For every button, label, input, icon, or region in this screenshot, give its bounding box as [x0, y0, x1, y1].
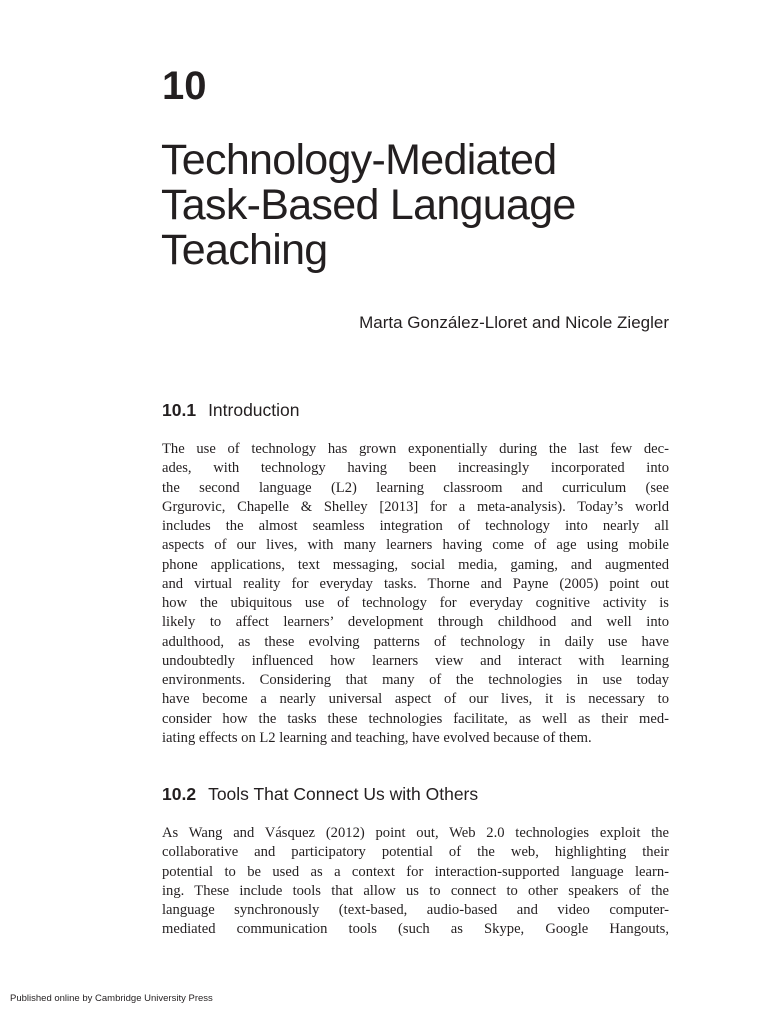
chapter-number: 10	[162, 64, 207, 108]
paragraph-line: mediated communication tools (such as Skype, Google Hangouts,	[162, 921, 669, 938]
paragraph-line: consider how the tasks these technologies facilitate, as well as their med-	[162, 710, 669, 727]
section-heading-introduction	[162, 398, 300, 422]
section-title: Introduction	[208, 400, 300, 420]
footer-publisher-note: Published online by Cambridge University Press	[10, 993, 213, 1004]
paragraph-line: likely to affect learners’ development through childhood and well into	[162, 614, 669, 631]
chapter-title-line: Technology-Mediated	[161, 136, 557, 184]
paragraph-line: undoubtedly influenced how learners view and interact with learning	[162, 652, 669, 669]
paragraph-line: and virtual reality for everyday tasks. Thorne and Payne (2005) point out	[162, 575, 669, 592]
tools-paragraph	[162, 824, 669, 940]
paragraph-line: language synchronously (text-based, audio-based and video computer-	[162, 902, 669, 918]
paragraph-line: The use of technology has grown exponentially during the last few dec-	[162, 441, 669, 457]
paragraph-line: Grgurovic, Chapelle & Shelley [2013] for a meta-analysis). Today’s world	[162, 498, 669, 515]
section-number: 10.2	[162, 784, 197, 804]
paragraph-line: iating effects on L2 learning and teaching, have evolved because of them.	[162, 729, 592, 746]
section-title: Tools That Connect Us with Others	[208, 784, 479, 804]
paragraph-line: environments. Considering that many of the technologies in use today	[162, 672, 669, 688]
paragraph-line: collaborative and participatory potential of the web, highlighting their	[162, 844, 669, 861]
section-heading-tools	[162, 782, 478, 806]
paragraph-line: As Wang and Vásquez (2012) point out, Web 2.0 technologies exploit the	[162, 825, 669, 841]
paragraph-line: ing. These include tools that allow us to connect to other speakers of the	[162, 882, 669, 899]
paragraph-line: how the ubiquitous use of technology for everyday cognitive activity is	[162, 595, 669, 611]
paragraph-line: adulthood, as these evolving patterns of technology in daily use have	[162, 633, 669, 650]
paragraph-line: potential to be used as a context for interaction-supported language learn-	[162, 863, 669, 880]
chapter-title-line: Task-Based Language	[161, 181, 576, 229]
paragraph-line: includes the almost seamless integration of technology into nearly all	[162, 518, 669, 534]
paragraph-line: phone applications, text messaging, social media, gaming, and augmented	[162, 556, 669, 573]
introduction-paragraph	[162, 440, 669, 748]
chapter-authors: Marta González-Lloret and Nicole Ziegler	[359, 313, 669, 332]
paragraph-line: ades, with technology having been increasingly incorporated into	[162, 460, 669, 477]
paragraph-line: have become a nearly universal aspect of our lives, it is necessary to	[162, 691, 669, 708]
chapter-title-line: Teaching	[161, 226, 328, 274]
section-number: 10.1	[162, 400, 197, 420]
paragraph-line: the second language (L2) learning classroom and curriculum (see	[162, 479, 669, 496]
chapter-title	[161, 138, 721, 273]
paragraph-line: aspects of our lives, with many learners having come of age using mobile	[162, 537, 669, 554]
